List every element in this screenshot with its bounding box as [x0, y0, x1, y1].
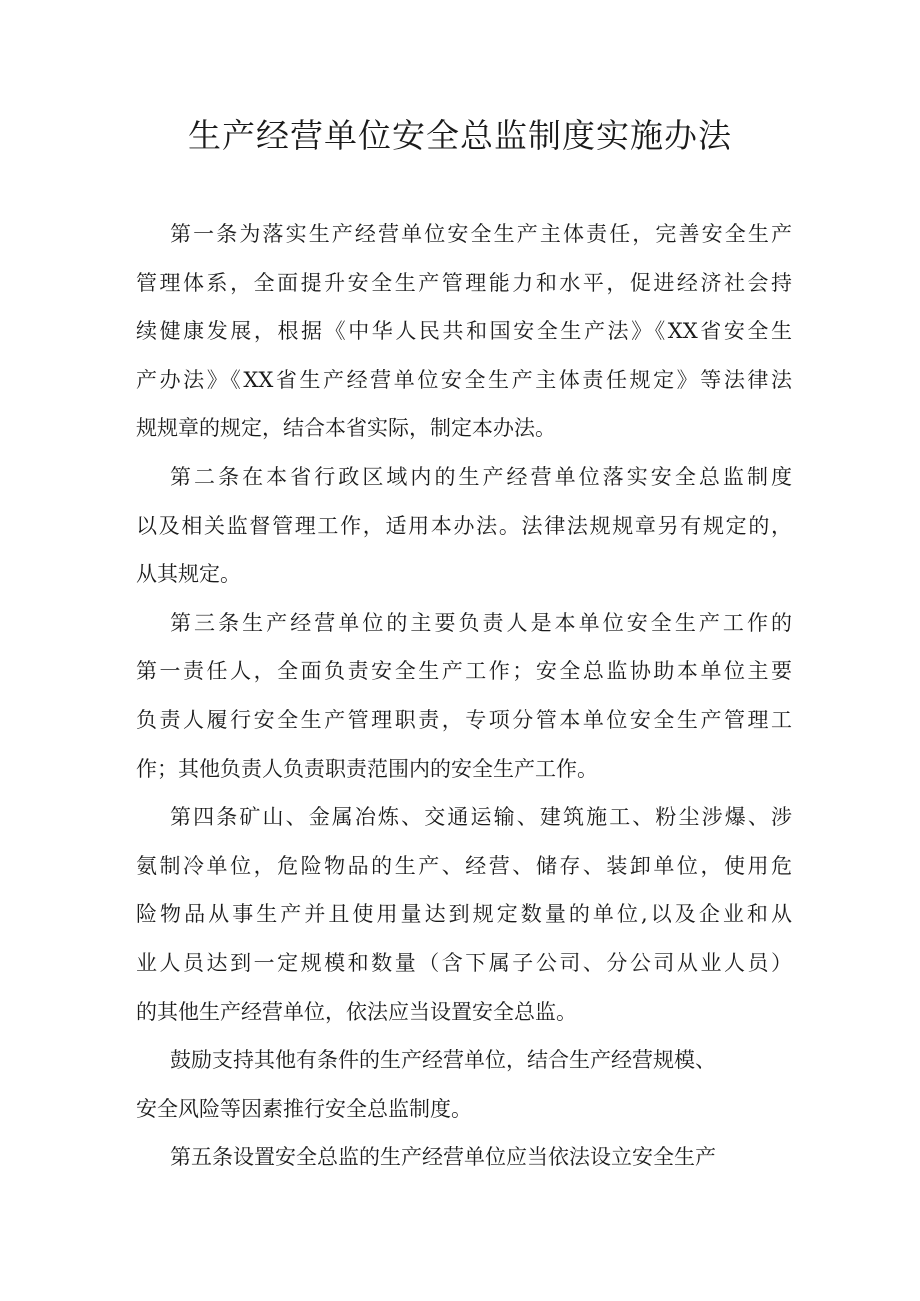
text-line: 从其规定。 [136, 562, 241, 587]
text-line: 安全风险等因素推行安全总监制度。 [136, 1096, 472, 1121]
text-line: 作；其他负责人负责职责范围内的安全生产工作。 [136, 756, 598, 781]
text-line: 第五条设置安全总监的生产经营单位应当依法设立安全生产 [170, 1145, 716, 1170]
paragraph-article-4 [136, 793, 792, 1036]
text-line: 以及相关监督管理工作，适用本办法。法律法规规章另有规定的， [136, 513, 792, 538]
text-line: 的其他生产经营单位，依法应当设置安全总监。 [136, 999, 577, 1024]
text-line: 第一责任人，全面负责安全生产工作；安全总监协助本单位主要 [136, 659, 792, 684]
document-title: 生产经营单位安全总监制度实施办法 [188, 116, 732, 155]
text-line: 规规章的规定，结合本省实际，制定本办法。 [136, 416, 556, 441]
text-line: 产办法》《XX省生产经营单位安全生产主体责任规定》等法律法 [136, 367, 792, 392]
text-line: 业人员达到一定规模和数量（含下属子公司、分公司从业人员） [136, 950, 792, 975]
paragraph-article-1 [136, 210, 792, 453]
text-line: 氨制冷单位，危险物品的生产、经营、储存、装卸单位，使用危 [136, 853, 792, 878]
document-body [136, 210, 792, 1182]
paragraph-encouragement [136, 1036, 792, 1133]
paragraph-article-2 [136, 453, 792, 599]
text-line: 第一条为落实生产经营单位安全生产主体责任，完善安全生产 [170, 222, 792, 246]
text-line: 鼓励支持其他有条件的生产经营单位，结合生产经营规模、 [170, 1048, 716, 1073]
text-line: 续健康发展，根据《中华人民共和国安全生产法》《XX省安全生 [136, 319, 792, 344]
text-line: 负责人履行安全生产管理职责，专项分管本单位安全生产管理工 [136, 707, 792, 732]
text-line: 险物品从事生产并且使用量达到规定数量的单位,以及企业和从 [136, 902, 792, 927]
text-line: 管理体系，全面提升安全生产管理能力和水平，促进经济社会持 [136, 270, 792, 295]
text-line: 第三条生产经营单位的主要负责人是本单位安全生产工作的 [170, 610, 792, 635]
text-line: 第二条在本省行政区域内的生产经营单位落实安全总监制度 [170, 464, 792, 489]
text-line: 第四条矿山、金属冶炼、交通运输、建筑施工、粉尘涉爆、涉 [170, 805, 792, 830]
paragraph-article-3 [136, 599, 792, 793]
paragraph-article-5 [136, 1133, 792, 1182]
